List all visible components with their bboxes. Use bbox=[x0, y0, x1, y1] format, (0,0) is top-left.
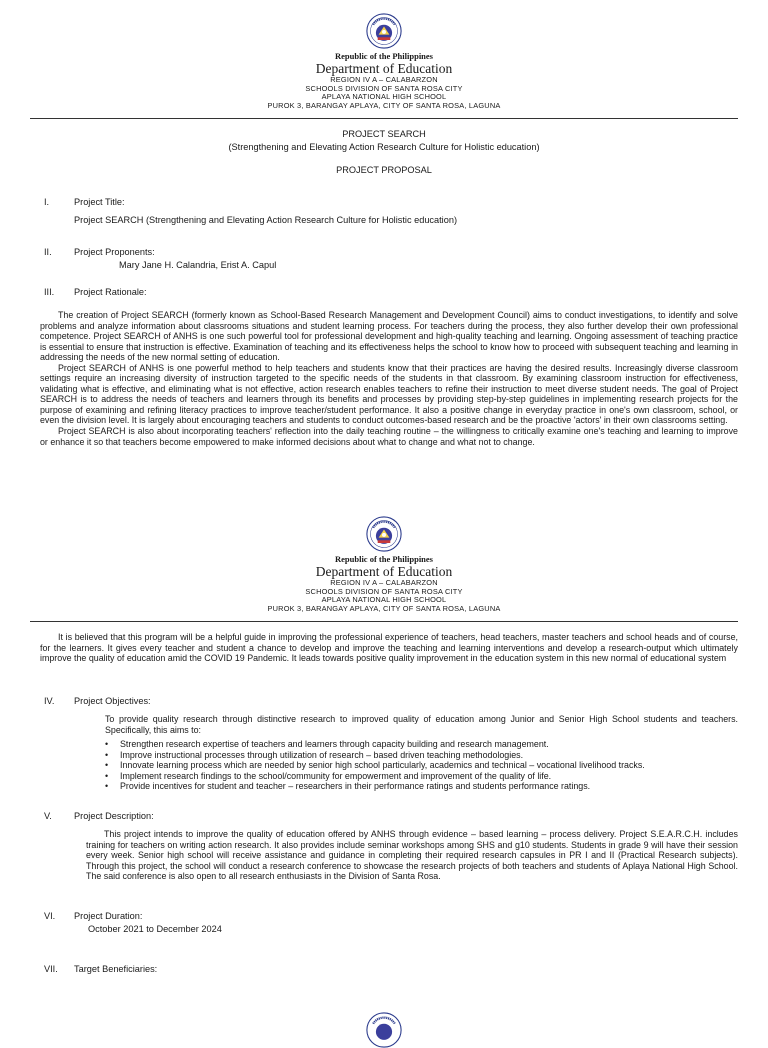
section-label-beneficiaries: Target Beneficiaries: bbox=[74, 964, 158, 974]
list-item: • Innovate learning process which are needed by senior high school particularly, academics and technical – vocational livelihood tracks. bbox=[105, 760, 740, 771]
list-item: • Provide incentives for student and teacher – researchers in their performance ratings and students performance ratings. bbox=[105, 781, 740, 792]
letterhead bbox=[0, 516, 768, 613]
letterhead-divider bbox=[30, 118, 738, 119]
duration-text: October 2021 to December 2024 bbox=[88, 924, 222, 934]
list-item: • Improve instructional processes through utilization of research – based driven teaching methodologies. bbox=[105, 750, 740, 761]
objectives-list bbox=[105, 739, 740, 792]
objectives-intro: To provide quality research through distinctive research to improved quality of education among Junior and Senior High School students and teachers. Specifically, this aims to: bbox=[105, 714, 738, 735]
section-number-2: II. bbox=[44, 247, 52, 257]
region-line: REGION IV A – CALABARZON bbox=[330, 578, 438, 587]
region-line: REGION IV A – CALABARZON bbox=[330, 75, 438, 84]
deped-seal-icon bbox=[366, 1012, 402, 1048]
list-item: • Strengthen research expertise of teachers and learners through capacity building and research management. bbox=[105, 739, 740, 750]
project-title-text: Project SEARCH (Strengthening and Elevating Action Research Culture for Holistic education) bbox=[74, 215, 458, 225]
rationale-paragraph-4: It is believed that this program will be a helpful guide in improving the professional experience of teachers, head teachers, master teachers and school heads and of course, for the learners. It gives every teacher and student a chance to develop and improve the teaching and learning interventions and develop a research-output which ultimately improve the quality of education amid the COVID 19 Pandemic. It leads towards positive quality improvement in the education system in this new normal of educational system bbox=[40, 632, 738, 664]
republic-line: Republic of the Philippines bbox=[334, 554, 433, 564]
rationale-continuation bbox=[40, 632, 738, 664]
rationale-paragraph-3: Project SEARCH is also about incorporating teachers' reflection into the daily teaching routine – the willingness to critically examine one's teaching and learning to improve or enhance it so that teachers become empowered to make informed decisions about what to change and what not to change. bbox=[40, 426, 738, 447]
list-item: • Implement research findings to the school/community for empowerment and improvement of the quality of life. bbox=[105, 771, 740, 782]
section-label-project-title: Project Title: bbox=[74, 197, 125, 207]
section-number-1: I. bbox=[44, 197, 50, 207]
section-label-proponents: Project Proponents: bbox=[74, 247, 155, 257]
section-label-rationale: Project Rationale: bbox=[74, 287, 147, 297]
section-label-duration: Project Duration: bbox=[74, 911, 143, 921]
department-name: Department of Education bbox=[315, 564, 453, 579]
section-label-objectives: Project Objectives: bbox=[74, 696, 151, 706]
rationale-paragraph-1: The creation of Project SEARCH (formerly known as School-Based Research Management and Development Council) aims to conduct investigations, to identify and solve problems and analyze information about classrooms situations and student learning process. For teachers during the process, they also further develop their own professional competence. Project SEARCH of ANHS is one such powerful tool for professional development and high-quality teaching and learning. Ongoing assessment of teaching practice is essential to ensure that instruction is effective. Examination of teaching and its effectiveness helps the school to know how to proceed with subsequent teaching and learning in addressing the needs of the new normal setting of education. bbox=[40, 310, 738, 363]
division-line: SCHOOLS DIVISION OF SANTA ROSA CITY bbox=[305, 586, 463, 596]
address-line: PUROK 3, BARANGAY APLAYA, CITY OF SANTA ROSA, LAGUNA bbox=[267, 603, 501, 613]
proponents-text: Mary Jane H. Calandria, Erist A. Capul bbox=[119, 260, 277, 270]
section-number-3: III. bbox=[44, 287, 55, 297]
letterhead bbox=[0, 13, 768, 110]
deped-seal-icon bbox=[366, 516, 402, 552]
rationale-body bbox=[40, 310, 738, 447]
document-type-heading: PROJECT PROPOSAL bbox=[336, 165, 432, 175]
section-number-4: IV. bbox=[44, 696, 55, 706]
school-line: APLAYA NATIONAL HIGH SCHOOL bbox=[321, 595, 447, 605]
description-body bbox=[86, 829, 738, 882]
division-line: SCHOOLS DIVISION OF SANTA ROSA CITY bbox=[305, 83, 463, 93]
section-number-7: VII. bbox=[44, 964, 58, 974]
deped-seal-icon bbox=[366, 13, 402, 49]
rationale-paragraph-2: Project SEARCH of ANHS is one powerful method to help teachers and students know that their practices are having the desired results. Increasingly diverse classroom settings require an increasing diversity of instruction targeted to the specific needs of the students in that classroom. By examining classroom instruction for effectiveness, validating what is effective, and eliminating what is not effective, action research enables teachers to refine their instruction to meet diverse student needs. The goal of Project SEARCH is to address the needs of teachers and learners through its benefits and processes by providing step-by-step guidelines in implementing research projects for the purpose of examining and refining literacy practices to improve teacher/student performance. It also a positive change in everyday practice in one's own classroom, school, or even the division level. It is largely about encouraging teachers and students to conduct outcomes-based research and be the proactive 'actors' in their own classrooms setting. bbox=[40, 362, 738, 426]
section-label-description: Project Description: bbox=[74, 811, 154, 821]
section-number-5: V. bbox=[44, 811, 52, 821]
school-line: APLAYA NATIONAL HIGH SCHOOL bbox=[321, 92, 447, 102]
address-line: PUROK 3, BARANGAY APLAYA, CITY OF SANTA ROSA, LAGUNA bbox=[267, 100, 501, 110]
description-paragraph: This project intends to improve the quality of education offered by ANHS through evidence – based learning – process delivery. Project S.E.A.R.C.H. includes training for teachers on writing action research. It also provides include seminar workshops among SHS and g10 students. Students in grade 9 will have their session every week. Senior high school will receive assistance and guidance in completing their required research capsules in PR I and II (Practical Research subjects). Through this project, the school will conduct a research conference to showcase the research projects of both teachers and students of Aplaya National High School. The said conference is also open to all research enthusiasts in the Division of Santa Rosa. bbox=[86, 829, 738, 882]
letterhead-divider bbox=[30, 621, 738, 622]
project-subtitle-heading: (Strengthening and Elevating Action Research Culture for Holistic education) bbox=[228, 142, 540, 152]
department-name: Department of Education bbox=[315, 61, 453, 76]
project-title-heading: PROJECT SEARCH bbox=[342, 129, 426, 139]
section-number-6: VI. bbox=[44, 911, 56, 921]
republic-line: Republic of the Philippines bbox=[334, 51, 433, 61]
